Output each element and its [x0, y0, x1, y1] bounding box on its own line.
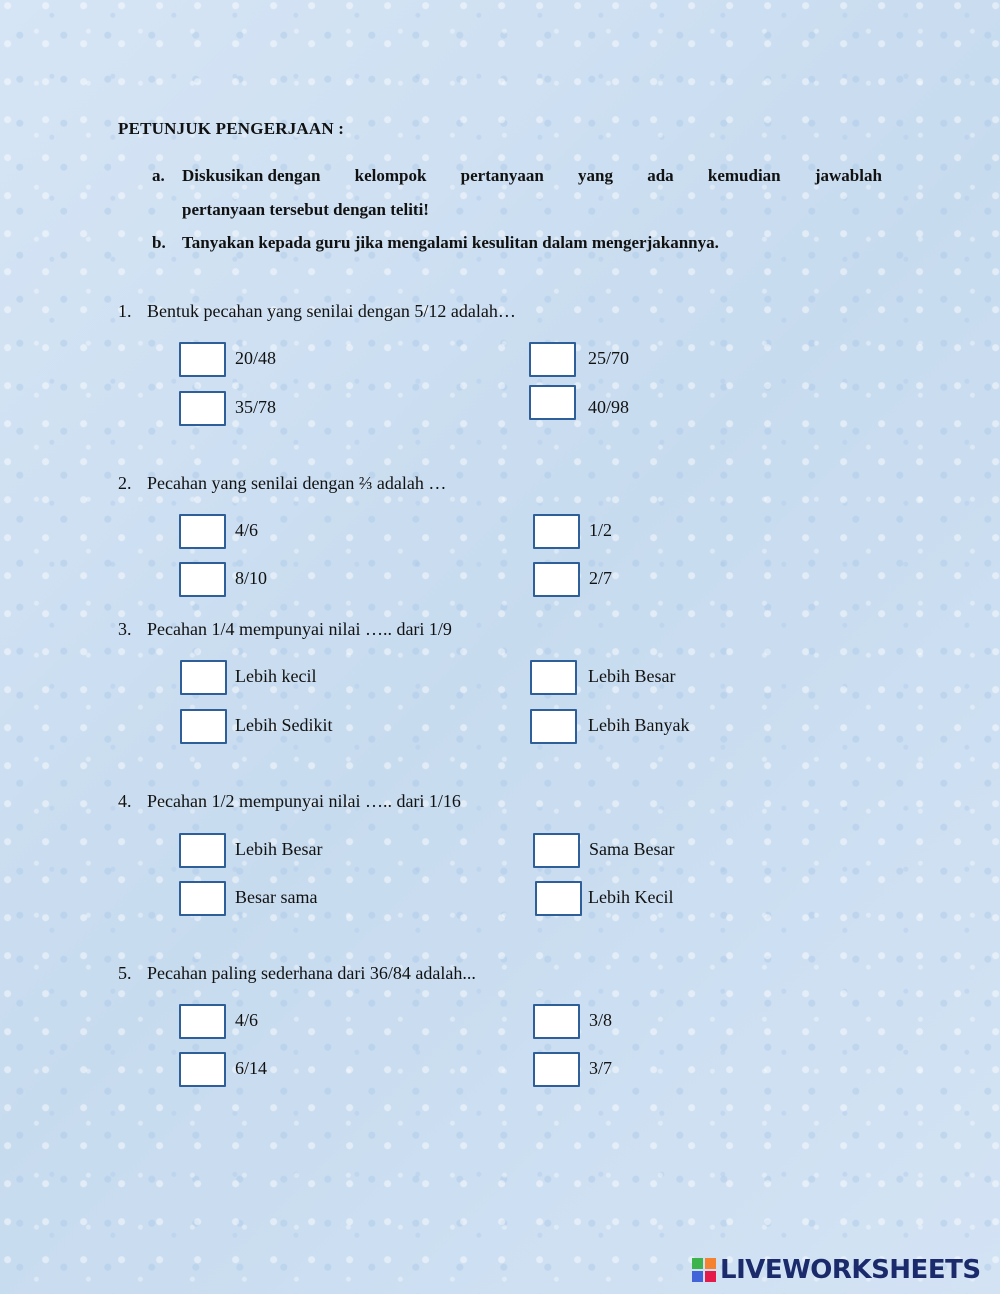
answer-checkbox[interactable] — [179, 514, 226, 549]
option-label: 25/70 — [588, 348, 630, 368]
instruction-word: Diskusikan dengan — [182, 166, 321, 185]
answer-checkbox[interactable] — [533, 514, 580, 549]
option-label: Lebih Sedikit — [235, 715, 333, 735]
option-label: Lebih kecil — [235, 666, 317, 686]
answer-checkbox[interactable] — [180, 709, 227, 744]
instruction-word: yang — [578, 166, 613, 185]
option-label: Lebih Besar — [235, 839, 323, 859]
option-label: 3/7 — [589, 1058, 613, 1078]
option-label: Sama Besar — [589, 839, 675, 859]
question-text: Pecahan 1/4 mempunyai nilai ….. dari 1/9 — [147, 619, 452, 639]
instruction-word: ada — [647, 166, 674, 185]
answer-checkbox[interactable] — [530, 660, 577, 695]
answer-checkbox[interactable] — [529, 385, 576, 420]
answer-checkbox[interactable] — [179, 1052, 226, 1087]
liveworksheets-logo-icon — [692, 1258, 716, 1282]
instructions-heading: PETUNJUK PENGERJAAN : — [118, 119, 345, 138]
answer-checkbox[interactable] — [533, 1004, 580, 1039]
option-label: Lebih Kecil — [588, 887, 674, 907]
option-label: 35/78 — [235, 397, 277, 417]
option-label: 2/7 — [589, 568, 613, 588]
option-label: 3/8 — [589, 1010, 613, 1030]
answer-checkbox[interactable] — [179, 342, 226, 377]
instruction-a-line2: pertanyaan tersebut dengan teliti! — [182, 200, 429, 219]
option-label: 4/6 — [235, 520, 259, 540]
answer-checkbox[interactable] — [179, 881, 226, 916]
instruction-word: kemudian — [707, 166, 781, 185]
option-label: Lebih Banyak — [588, 715, 690, 735]
question-number: 3. — [118, 619, 132, 639]
question-text: Pecahan yang senilai dengan ⅔ adalah … — [147, 473, 447, 493]
instruction-word: pertanyaan — [460, 166, 544, 185]
answer-checkbox[interactable] — [530, 709, 577, 744]
question-text: Pecahan 1/2 mempunyai nilai ….. dari 1/16 — [147, 791, 461, 811]
instruction-word: kelompok — [354, 166, 427, 185]
answer-checkbox[interactable] — [180, 660, 227, 695]
instruction-a-line1 — [182, 166, 882, 186]
answer-checkbox[interactable] — [535, 881, 582, 916]
answer-checkbox[interactable] — [533, 1052, 580, 1087]
option-label: 8/10 — [235, 568, 268, 588]
option-label: 1/2 — [589, 520, 613, 540]
option-label: Lebih Besar — [588, 666, 676, 686]
answer-checkbox[interactable] — [533, 562, 580, 597]
answer-checkbox[interactable] — [179, 1004, 226, 1039]
option-label: 40/98 — [588, 397, 630, 417]
question-number: 2. — [118, 473, 132, 493]
liveworksheets-logo — [692, 1254, 981, 1286]
answer-checkbox[interactable] — [179, 562, 226, 597]
logo-text: LIVEWORKSHEETS — [720, 1255, 981, 1285]
instruction-a-marker: a. — [152, 166, 165, 185]
answer-checkbox[interactable] — [179, 391, 226, 426]
option-label: 6/14 — [235, 1058, 268, 1078]
question-number: 1. — [118, 301, 132, 321]
option-label: 4/6 — [235, 1010, 259, 1030]
option-label: Besar sama — [235, 887, 318, 907]
instruction-word: jawablah — [814, 166, 882, 185]
answer-checkbox[interactable] — [179, 833, 226, 868]
question-number: 4. — [118, 791, 132, 811]
option-label: 20/48 — [235, 348, 277, 368]
instruction-b-marker: b. — [152, 233, 166, 252]
question-text: Bentuk pecahan yang senilai dengan 5/12 adalah… — [147, 301, 516, 321]
question-number: 5. — [118, 963, 132, 983]
answer-checkbox[interactable] — [533, 833, 580, 868]
instruction-b-text: Tanyakan kepada guru jika mengalami kesulitan dalam mengerjakannya. — [182, 233, 719, 252]
question-text: Pecahan paling sederhana dari 36/84 adalah... — [147, 963, 476, 983]
answer-checkbox[interactable] — [529, 342, 576, 377]
